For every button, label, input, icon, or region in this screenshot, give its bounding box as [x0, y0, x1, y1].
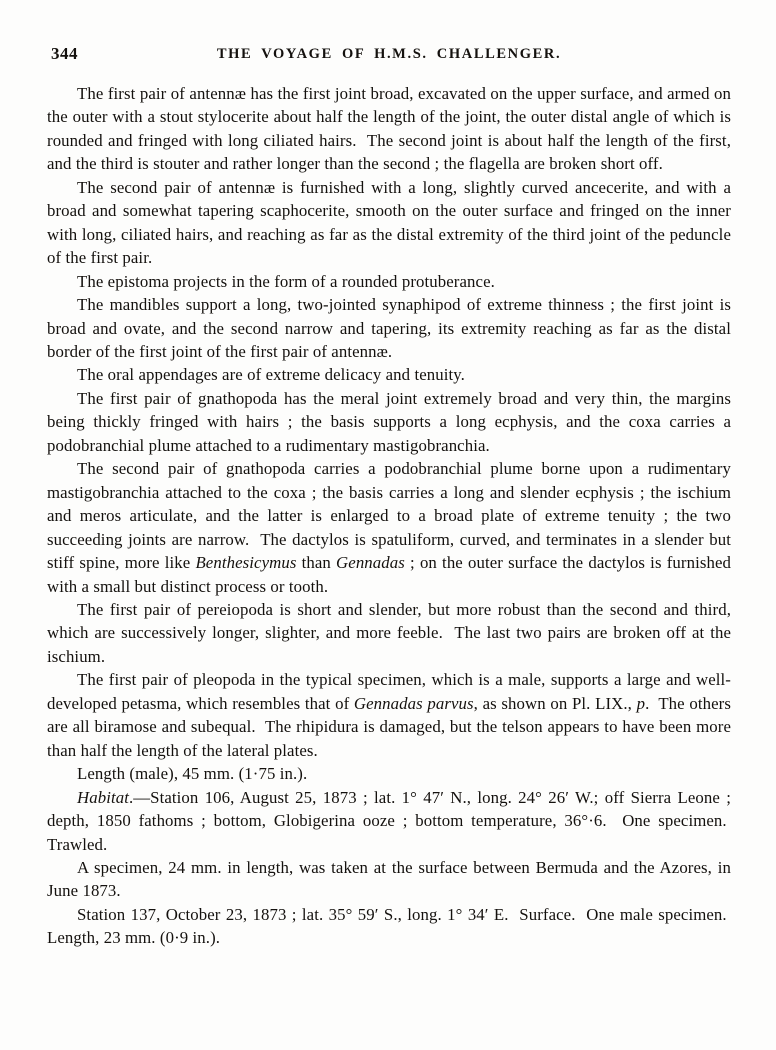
- page-number: 344: [51, 44, 78, 63]
- paragraph: [47, 786, 731, 856]
- text-run: The first pair of pereiopoda is short and slender, but more robust than the second and third, which are successively longer, slighter, and more feeble. The last two pairs are broken off at the ischium.: [47, 599, 731, 666]
- italic-text-run: Habitat: [77, 787, 129, 807]
- text-run: . The others are all biramose and subequal. The rhipidura is damaged, but the telson appears to have been more than half the length of the lateral plates.: [47, 693, 731, 760]
- paragraph: [47, 598, 731, 668]
- italic-text-run: p: [636, 693, 646, 713]
- text-run: , as shown on Pl. LIX.,: [473, 693, 637, 713]
- paragraph: [47, 856, 731, 903]
- text-run: A specimen, 24 mm. in length, was taken at the surface between Bermuda and the Azores, in June 1873.: [47, 857, 731, 901]
- text-run: The second pair of antennæ is furnished with a long, slightly curved ancecerite, and with a broad and somewhat tapering scaphocerite, smooth on the outer surface and fringed on the inner with long, ciliated hairs, and reaching as far as the distal extremity of the third joint of the peduncle of the first pair.: [47, 177, 731, 268]
- text-run: .—Station 106, August 25, 1873 ; lat. 1° 47′ N., long. 24° 26′ W.; off Sierra Leone ; depth, 1850 fathoms ; bottom, Globigerina ooze ; bottom temperature, 36°·6. One specimen. Trawled.: [47, 787, 731, 854]
- paragraph: [47, 903, 731, 950]
- paragraph: [47, 82, 731, 176]
- italic-text-run: Gennadas parvus: [353, 693, 474, 713]
- italic-text-run: Gennadas: [336, 553, 405, 573]
- page-title: THE VOYAGE OF H.M.S. CHALLENGER.: [216, 46, 562, 62]
- text-run: The first pair of pleopoda in the typical specimen, which is a male, supports a large and well-developed petasma, which resembles that of: [47, 670, 731, 713]
- paragraph: [47, 762, 731, 785]
- text-run: The mandibles support a long, two-jointed synaphipod of extreme thinness ; the first joint is broad and ovate, and the second narrow and tapering, its extremity reaching as far as the distal border of the first joint of the first pair of antennæ.: [47, 295, 731, 361]
- paragraph: [47, 457, 731, 598]
- text-run: The second pair of gnathopoda carries a podobranchial plume borne upon a rudimentary mastigobranchia attached to the coxa ; the basis carries a long and slender ecphysis ; the ischium and meros articulate, and the latter is enlarged to a broad plate of extreme tenuity ; the two succeeding joints are narrow. The dactylos is spatuliform, curved, and terminates in a slender but stiff spine, more like: [47, 459, 731, 573]
- paragraph: [47, 363, 731, 386]
- text-run: Length (male), 45 mm. (1·75 in.).: [77, 764, 308, 784]
- text-run: The first pair of antennæ has the first joint broad, excavated on the upper surface, and armed on the outer with a stout stylocerite about half the length of the joint, the outer distal angle of which is rounded and fringed with long ciliated hairs. The second joint is about half the length of the first, and the third is stouter and rather longer than the second ; the flagella are broken short off.: [47, 84, 731, 174]
- text-run: than: [296, 553, 337, 573]
- paragraph: [47, 293, 731, 363]
- text-run: The first pair of gnathopoda has the meral joint extremely broad and very thin, the margins being thickly fringed with hairs ; the basis supports a long ecphysis, and the coxa carries a podobranchial plume attached to a rudimentary mastigobranchia.: [47, 388, 731, 455]
- text-run: ; on the outer surface the dactylos is furnished with a small but distinct process or tooth.: [47, 553, 731, 596]
- italic-text-run: Benthesicymus: [195, 553, 297, 573]
- paragraph: [47, 668, 731, 762]
- page-body: [47, 82, 731, 950]
- text-run: The oral appendages are of extreme delicacy and tenuity.: [77, 365, 465, 385]
- text-run: Station 137, October 23, 1873 ; lat. 35° 59′ S., long. 1° 34′ E. Surface. One male specimen. Length, 23 mm. (0·9 in.).: [47, 904, 731, 948]
- page-header: [47, 44, 731, 66]
- paragraph: [47, 387, 731, 457]
- paragraph: [47, 176, 731, 270]
- paragraph: [47, 270, 731, 293]
- text-run: The epistoma projects in the form of a rounded protuberance.: [77, 271, 495, 291]
